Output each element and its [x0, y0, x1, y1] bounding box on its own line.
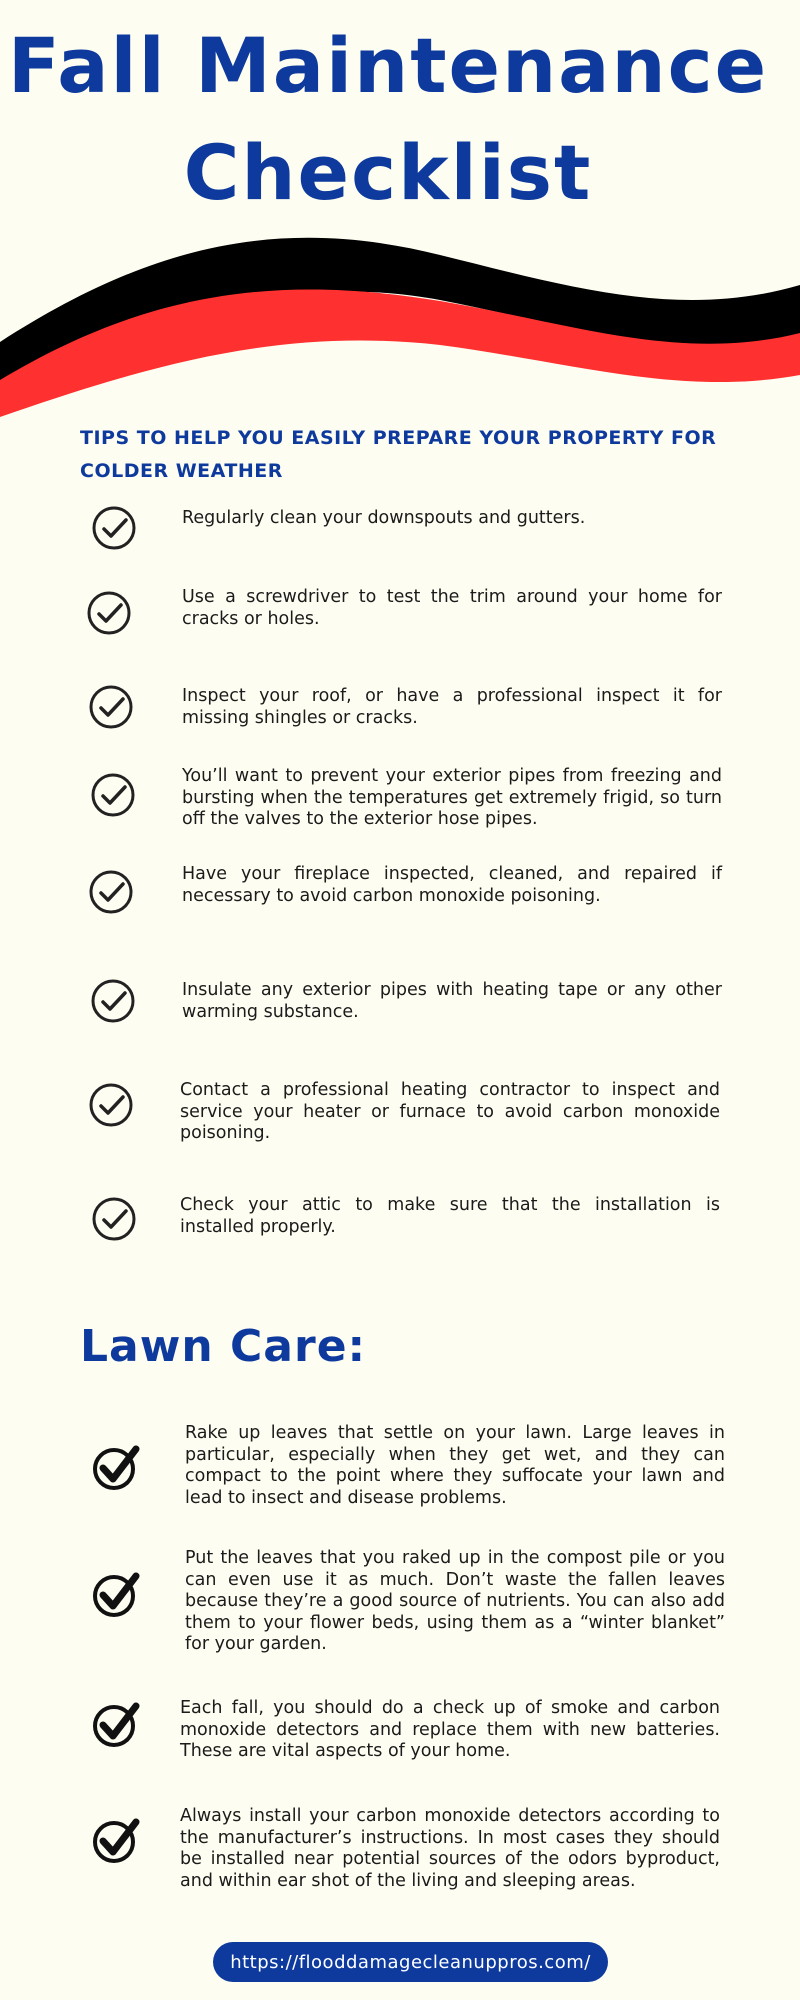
tip-text: Regularly clean your downspouts and gutters.: [182, 508, 586, 528]
bold-check-icon: [92, 1443, 140, 1491]
circle-check-icon: [87, 1081, 135, 1129]
page-title-line-2: Checklist: [183, 128, 593, 217]
tips-heading: TIPS TO HELP YOU EASILY PREPARE YOUR PROPERTY FOR COLDER WEATHER: [80, 427, 717, 482]
page-title-line-1: Fall Maintenance: [7, 21, 769, 110]
bold-check-icon: [92, 1816, 140, 1864]
tip-text: Contact a professional heating contractor to inspect and service your heater or furnace to avoid carbon monoxide poisoning.: [180, 1080, 720, 1143]
circle-check-icon: [89, 771, 137, 819]
tip-text: Inspect your roof, or have a professional inspect it for missing shingles or cracks.: [182, 686, 722, 728]
website-link[interactable]: https://flooddamagecleanuppros.com/: [213, 1942, 608, 1982]
tip-text: You’ll want to prevent your exterior pipes from freezing and bursting when the temperatures get extremely frigid, so turn off the valves to the exterior hose pipes.: [182, 766, 722, 829]
lawn-text: Always install your carbon monoxide detectors according to the manufacturer’s instructions. In most cases they should be installed near potential sources of the odors byproduct, and within ear shot of the living and sleeping areas.: [180, 1806, 720, 1891]
circle-check-icon: [87, 683, 135, 731]
decorative-wave: [0, 225, 800, 425]
bold-check-icon: [92, 1700, 140, 1748]
lawn-text: Rake up leaves that settle on your lawn. Large leaves in particular, especially when they get wet, and they can compact to the point where they suffocate your lawn and lead to insect and disease problems.: [185, 1423, 725, 1508]
circle-check-icon: [89, 977, 137, 1025]
lawn-text: Each fall, you should do a check up of smoke and carbon monoxide detectors and replace them with new batteries. These are vital aspects of your home.: [180, 1698, 720, 1761]
lawn-text: Put the leaves that you raked up in the compost pile or you can even use it as much. Don’t waste the fallen leaves because they’re a good source of nutrients. You can also add them to your flower beds, using them as a “winter blanket” for your garden.: [185, 1548, 725, 1654]
circle-check-icon: [90, 1195, 138, 1243]
tip-text: Use a screwdriver to test the trim around your home for cracks or holes.: [182, 587, 722, 629]
bold-check-icon: [92, 1570, 140, 1618]
circle-check-icon: [90, 504, 138, 552]
lawn-care-heading: Lawn Care:: [80, 1321, 367, 1372]
tip-text: Check your attic to make sure that the installation is installed properly.: [180, 1195, 720, 1237]
circle-check-icon: [87, 868, 135, 916]
tip-text: Insulate any exterior pipes with heating tape or any other warming substance.: [182, 980, 722, 1022]
circle-check-icon: [85, 589, 133, 637]
tip-text: Have your fireplace inspected, cleaned, and repaired if necessary to avoid carbon monoxide poisoning.: [182, 864, 722, 906]
